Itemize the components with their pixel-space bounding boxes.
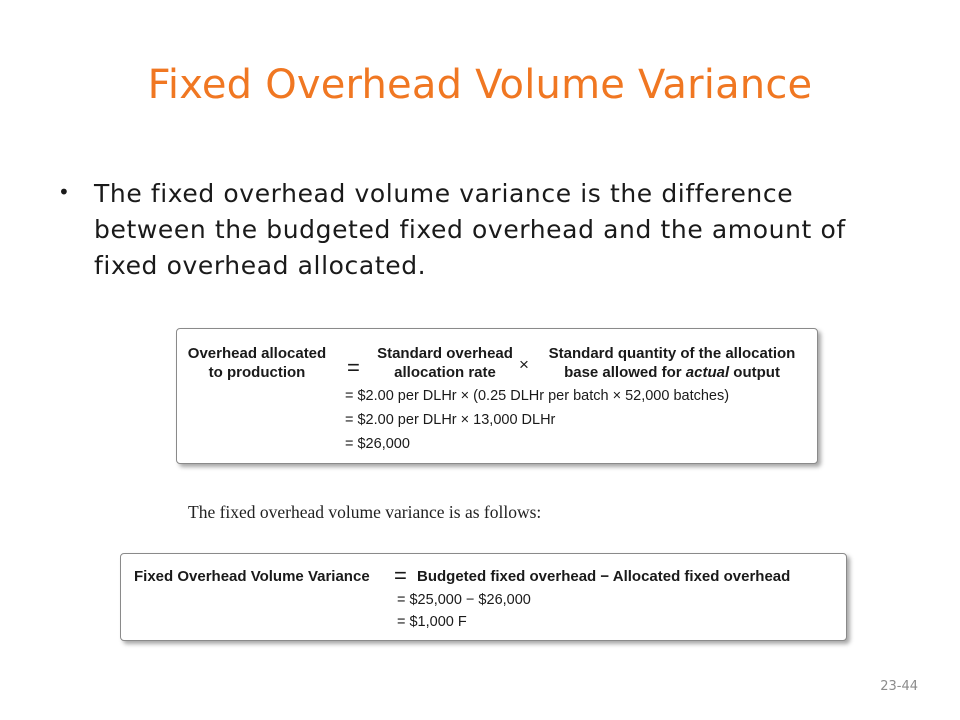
bullet-icon: •	[58, 180, 70, 204]
slide-title: Fixed Overhead Volume Variance	[147, 62, 813, 108]
variance-step: = $1,000 F	[397, 614, 467, 630]
bullet-point	[58, 176, 908, 284]
bullet-text: The fixed overhead volume variance is the difference between the budgeted fixed overhead and the amount of fixed overhead allocated.	[94, 179, 846, 280]
equals-sign: =	[394, 563, 407, 588]
variance-label: Fixed Overhead Volume Variance	[134, 568, 370, 585]
standard-quantity-line1: Standard quantity of the allocation	[548, 345, 796, 362]
variance-step: = $25,000 − $26,000	[397, 592, 531, 608]
standard-quantity-label	[531, 344, 813, 382]
allocation-rate-line2: allocation rate	[394, 364, 496, 381]
slide-number: 23-44	[880, 679, 918, 694]
allocation-step: = $2.00 per DLHr × (0.25 DLHr per batch × 52,000 batches)	[345, 388, 730, 404]
standard-quantity-line2-em: actual	[685, 364, 730, 381]
multiply-sign: ×	[519, 355, 529, 374]
variance-formula-box	[120, 553, 847, 641]
allocation-rate-line1: Standard overhead	[377, 345, 513, 362]
allocation-formula-box	[176, 328, 818, 464]
intro-text: The fixed overhead volume variance is as follows:	[188, 502, 542, 522]
overhead-allocated-line1: Overhead allocated	[187, 345, 327, 362]
variance-rhs: Budgeted fixed overhead − Allocated fixed overhead	[417, 568, 791, 585]
allocation-step: = $26,000	[345, 436, 410, 452]
overhead-allocated-label	[185, 344, 329, 382]
equals-sign: =	[347, 355, 360, 380]
allocation-rate-label	[365, 344, 525, 382]
allocation-step: = $2.00 per DLHr × 13,000 DLHr	[345, 412, 556, 428]
standard-quantity-line2	[531, 363, 813, 382]
overhead-allocated-line2: to production	[208, 364, 306, 381]
standard-quantity-line2-post: output	[729, 364, 780, 381]
standard-quantity-line2-pre: base allowed for	[564, 364, 686, 381]
